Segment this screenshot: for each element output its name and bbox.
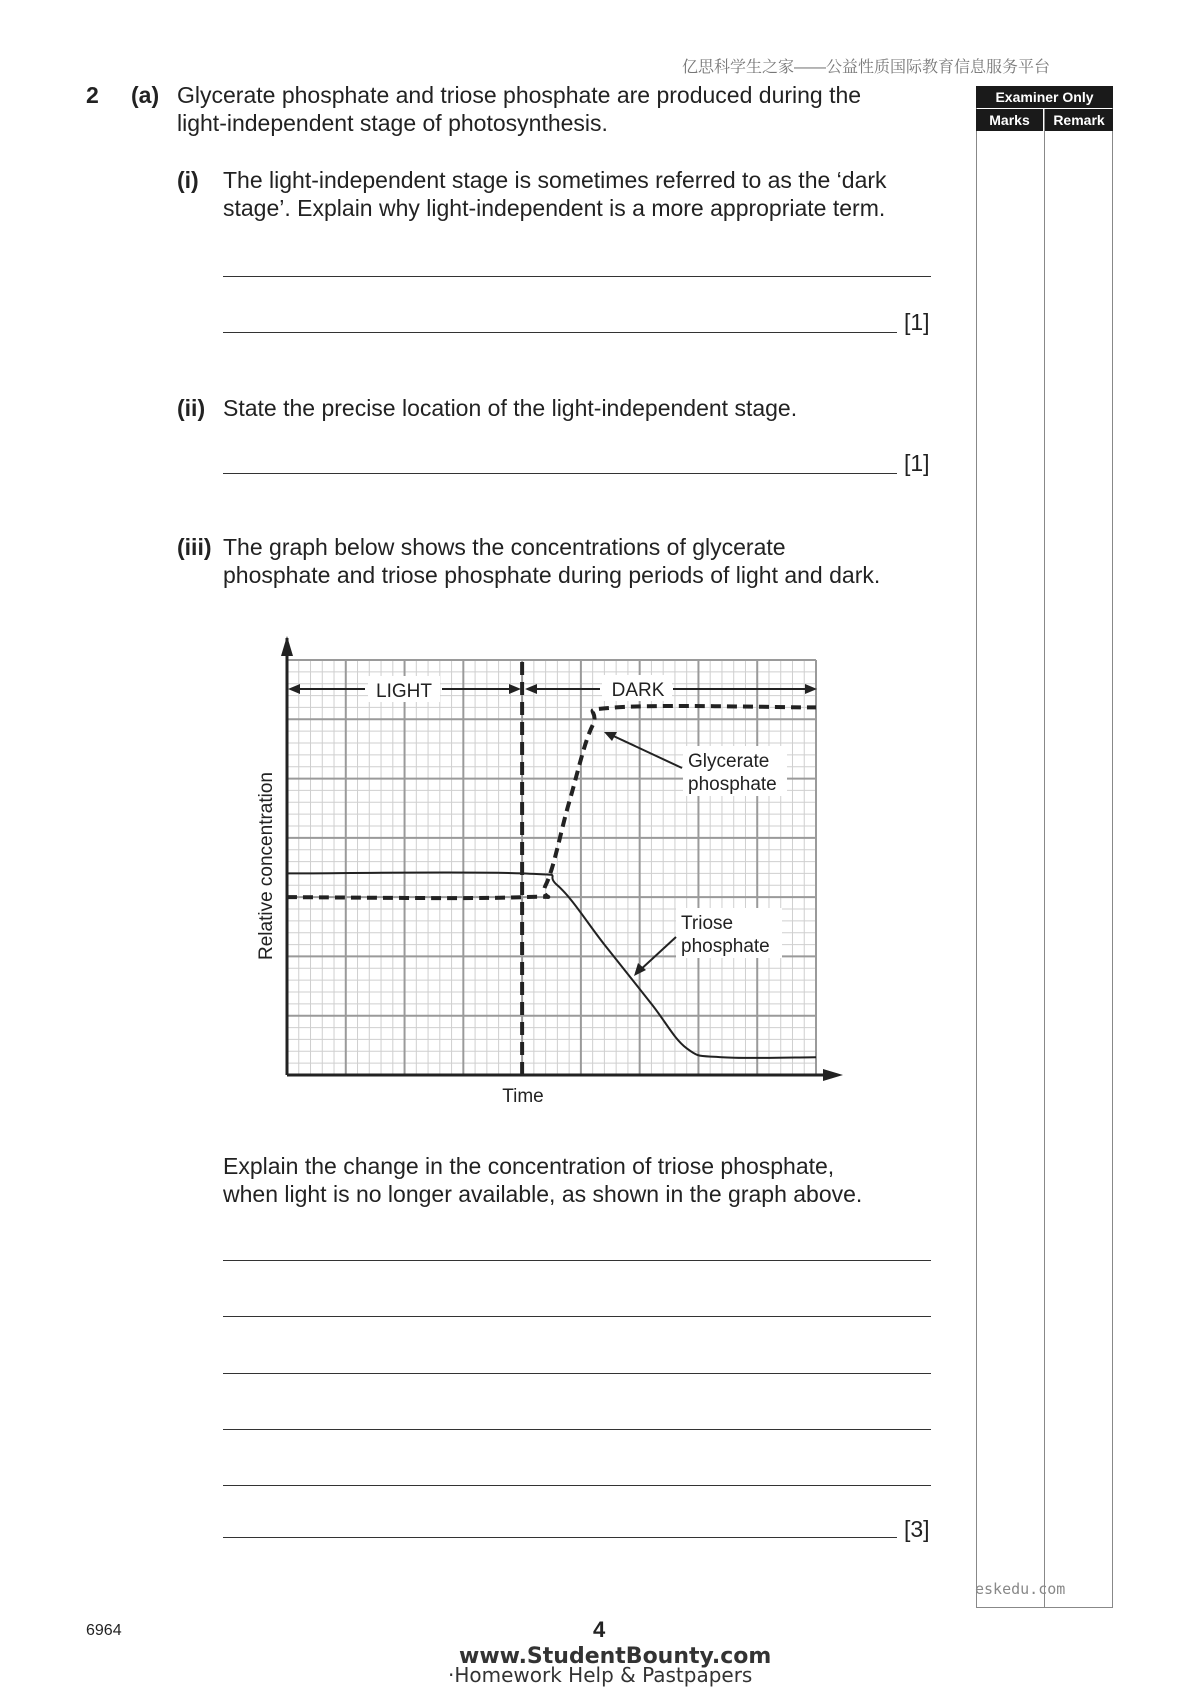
light-arrow-right-head — [509, 684, 521, 694]
triose-phosphate-line — [287, 872, 816, 1057]
part-iii-label: (iii) — [177, 534, 212, 560]
triose-label-line2: phosphate — [681, 936, 770, 957]
part-a-text-line2: light-independent stage of photosynthesis. — [177, 110, 608, 136]
part-a-text-line1: Glycerate phosphate and triose phosphate are produced during the — [177, 82, 862, 108]
dark-label: DARK — [611, 680, 665, 701]
marks-heading: Marks — [976, 109, 1043, 131]
dark-arrow-left-head — [525, 684, 537, 694]
region-arrows — [288, 684, 817, 694]
x-axis-arrow — [823, 1069, 843, 1081]
explain-text-line2: when light is no longer available, as shown in the graph above. — [223, 1181, 863, 1207]
answer-line[interactable] — [223, 1537, 897, 1538]
part-ii-text: State the precise location of the light-independent stage. — [223, 395, 798, 421]
answer-line[interactable] — [223, 1316, 931, 1317]
question-number: 2 — [86, 82, 99, 108]
studentbounty-site[interactable]: www.StudentBounty.com — [459, 1644, 772, 1669]
part-i-label: (i) — [177, 167, 199, 193]
answer-line[interactable] — [223, 1373, 931, 1374]
explain-text-line1: Explain the change in the concentration of triose phosphate, — [223, 1153, 835, 1179]
mark-allocation: [3] — [904, 1516, 930, 1542]
examiner-only-heading: Examiner Only — [976, 86, 1113, 108]
page-number: 4 — [593, 1617, 606, 1642]
y-axis-arrow — [281, 636, 293, 656]
part-i-text-line1: The light-independent stage is sometimes referred to as the ‘dark — [223, 167, 887, 193]
part-iii-text-line1: The graph below shows the concentrations of glycerate — [223, 534, 786, 560]
glycerate-label-line2: phosphate — [688, 774, 777, 795]
y-axis-label: Relative concentration — [256, 772, 277, 960]
light-label: LIGHT — [376, 681, 432, 702]
studentbounty-tagline: ·Homework Help & Pastpapers — [448, 1663, 753, 1687]
answer-line[interactable] — [223, 1260, 931, 1261]
triose-pointer — [638, 937, 676, 972]
answer-line[interactable] — [223, 1485, 931, 1486]
x-axis-label: Time — [502, 1086, 544, 1107]
part-ii-label: (ii) — [177, 395, 206, 421]
glycerate-label-line1: Glycerate — [688, 751, 770, 772]
part-a-label: (a) — [131, 82, 160, 108]
triose-label-line1: Triose — [681, 913, 734, 934]
glycerate-pointer — [607, 733, 682, 768]
header-watermark: 亿思科学生之家——公益性质国际教育信息服务平台 — [682, 59, 1051, 76]
mark-allocation: [1] — [904, 450, 930, 476]
part-iii-text-line2: phosphate and triose phosphate during periods of light and dark. — [223, 562, 881, 588]
answer-line[interactable] — [223, 1429, 931, 1430]
part-i-text-line2: stage’. Explain why light-independent is a more appropriate term. — [223, 195, 886, 221]
light-arrow-left-head — [288, 684, 300, 694]
paper-code: 6964 — [86, 1622, 122, 1639]
footer-watermark: eskedu.com — [975, 1580, 1066, 1598]
remark-heading: Remark — [1045, 109, 1113, 131]
mark-allocation: [1] — [904, 309, 930, 335]
